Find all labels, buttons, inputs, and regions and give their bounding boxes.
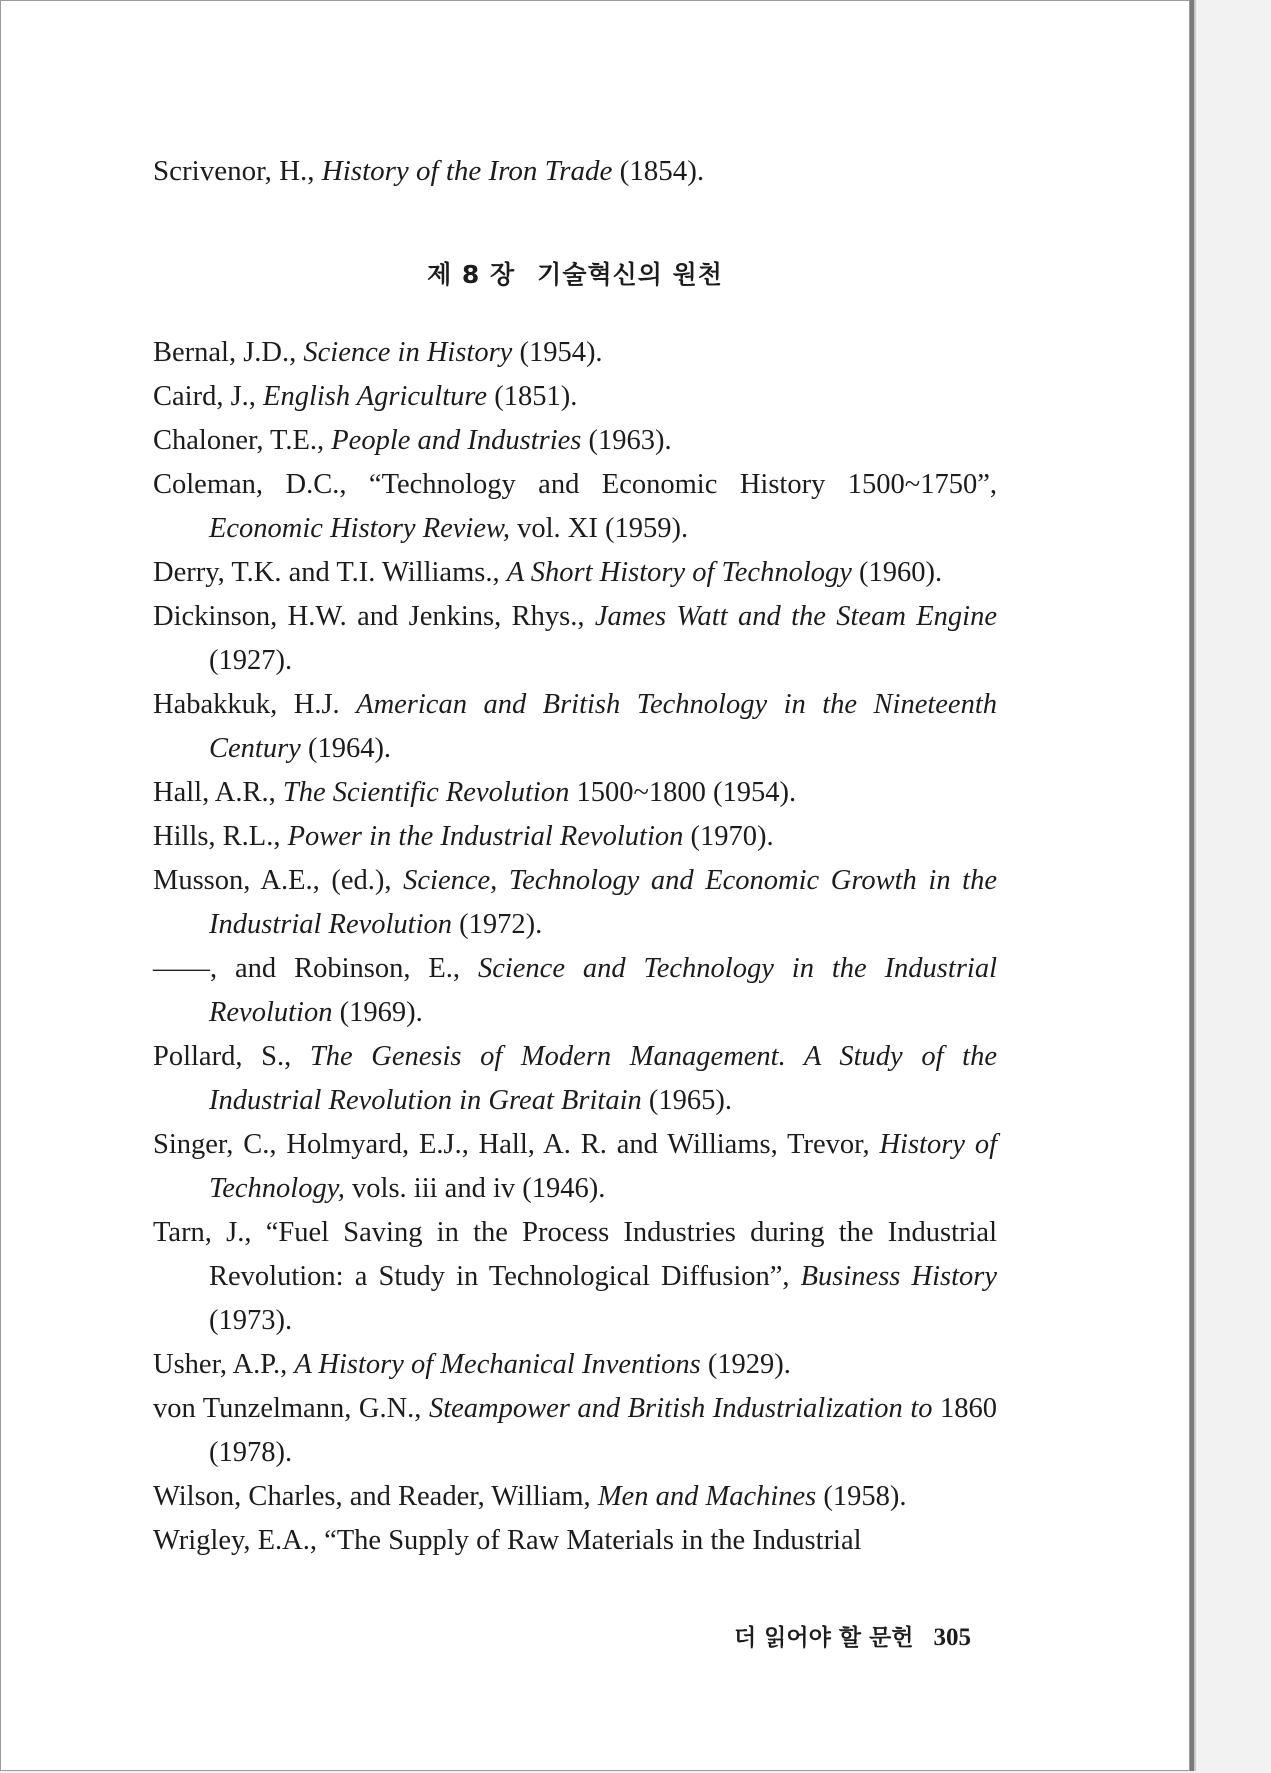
previous-chapter-last-entry <box>153 149 997 193</box>
entry-year: (1954). <box>512 337 603 368</box>
entry-author: Usher, A.P., <box>153 1349 295 1380</box>
bibliography-entry <box>153 1123 997 1211</box>
bibliography-entry <box>153 1475 997 1519</box>
bibliography-entry <box>153 463 997 551</box>
bibliography-entry <box>153 1211 997 1343</box>
entry-author: ——, and Robinson, E., <box>153 953 478 984</box>
entry-author: Wilson, Charles, and Reader, William, <box>153 1481 598 1512</box>
chapter-heading <box>153 255 997 295</box>
bibliography-entry <box>153 1387 997 1475</box>
entry-year: 1500~1800 (1954). <box>569 777 797 808</box>
entry-title: English Agriculture <box>263 381 488 412</box>
entry-year: (1929). <box>700 1349 791 1380</box>
entry-author: Tarn, J., “Fuel Saving in the Process Industries during the Industrial Revolution: a Study in Technological Diffusion”, <box>153 1217 997 1292</box>
bibliography-entry <box>153 947 997 1035</box>
entry-title: American and British Technology in the Nineteenth Century <box>209 689 997 764</box>
entry-author: Dickinson, H.W. and Jenkins, Rhys., <box>153 601 595 632</box>
entry-year: (1972). <box>452 909 543 940</box>
entry-title: Power in the Industrial Revolution <box>287 821 684 852</box>
entry-title: Business History <box>800 1261 997 1292</box>
entry-year: (1973). <box>209 1305 293 1336</box>
bibliography-entry <box>153 815 997 859</box>
entry-author: Habakkuk, H.J. <box>153 689 357 720</box>
entry-title: Economic History Review, <box>209 513 511 544</box>
entry-author: von Tunzelmann, G.N., <box>153 1393 429 1424</box>
bibliography-entry <box>153 859 997 947</box>
entry-title: Science in History <box>303 337 513 368</box>
entry-title: Men and Machines <box>597 1481 817 1512</box>
entry-title: James Watt and the Steam Engine <box>594 601 997 632</box>
bibliography-entry <box>153 1035 997 1123</box>
entry-author: Chaloner, T.E., <box>153 425 332 456</box>
entry-author: Caird, J., <box>153 381 264 412</box>
page-content <box>153 149 997 1563</box>
entry-author: Hall, A.R., <box>153 777 283 808</box>
bibliography-entry <box>153 1519 997 1563</box>
chapter-number: 제 8 장 <box>427 260 516 289</box>
entry-author: Bernal, J.D., <box>153 337 304 368</box>
entry-year: vol. XI (1959). <box>510 513 689 544</box>
bibliography-entry <box>153 375 997 419</box>
bibliography-entry <box>153 683 997 771</box>
entry-year: (1970). <box>683 821 774 852</box>
bibliography-entry <box>153 419 997 463</box>
entry-year: 1860 (1978). <box>209 1393 998 1468</box>
entry-year: vols. iii and iv (1946). <box>344 1173 606 1204</box>
entry-year: (1964). <box>300 733 392 764</box>
entry-year: (1854). <box>612 155 705 187</box>
bibliography-list <box>153 331 997 1563</box>
entry-year: (1960). <box>851 557 943 588</box>
entry-author: Singer, C., Holmyard, E.J., Hall, A. R. and Williams, Trevor, <box>153 1129 880 1160</box>
entry-author: Scrivenor, H., <box>153 155 322 187</box>
bibliography-entry <box>153 771 997 815</box>
entry-title: The Scientific Revolution <box>282 777 570 808</box>
entry-year: (1965). <box>641 1085 732 1116</box>
entry-year: (1963). <box>581 425 672 456</box>
entry-title: A Short History of Technology <box>506 557 852 588</box>
entry-title: A History of Mechanical Inventions <box>294 1349 701 1380</box>
entry-title: Science, Technology and Economic Growth in the Industrial Revolution <box>209 865 997 940</box>
entry-title: History of Technology, <box>209 1129 998 1204</box>
entry-year: (1927). <box>209 645 293 676</box>
page-number: 305 <box>933 1624 971 1651</box>
entry-title: Steampower and British Industrialization to <box>428 1393 933 1424</box>
entry-author: Musson, A.E., (ed.), <box>153 865 404 896</box>
entry-year: (1851). <box>487 381 578 412</box>
entry-year: (1969). <box>332 997 423 1028</box>
entry-author: Hills, R.L., <box>153 821 288 852</box>
entry-title: People and Industries <box>331 425 582 456</box>
bibliography-entry <box>153 331 997 375</box>
bibliography-entry <box>153 551 997 595</box>
entry-author: Coleman, D.C., “Technology and Economic History 1500~1750”, <box>153 469 997 500</box>
bibliography-entry <box>153 595 997 683</box>
entry-title: Science and Technology in the Industrial Revolution <box>209 953 997 1028</box>
bibliography-entry <box>153 1343 997 1387</box>
page-footer <box>734 1619 971 1652</box>
entry-author: Pollard, S., <box>153 1041 310 1072</box>
entry-author: Wrigley, E.A., “The Supply of Raw Materials in the Industrial <box>153 1525 862 1556</box>
entry-title: History of the Iron Trade <box>321 155 613 187</box>
entry-title: The Genesis of Modern Management. A Study of the Industrial Revolution in Great Britain <box>209 1041 997 1116</box>
entry-year: (1958). <box>816 1481 907 1512</box>
entry-author: Derry, T.K. and T.I. Williams., <box>153 557 507 588</box>
chapter-title: 기술혁신의 원천 <box>537 260 723 289</box>
running-title: 더 읽어야 할 문헌 <box>733 1625 914 1651</box>
